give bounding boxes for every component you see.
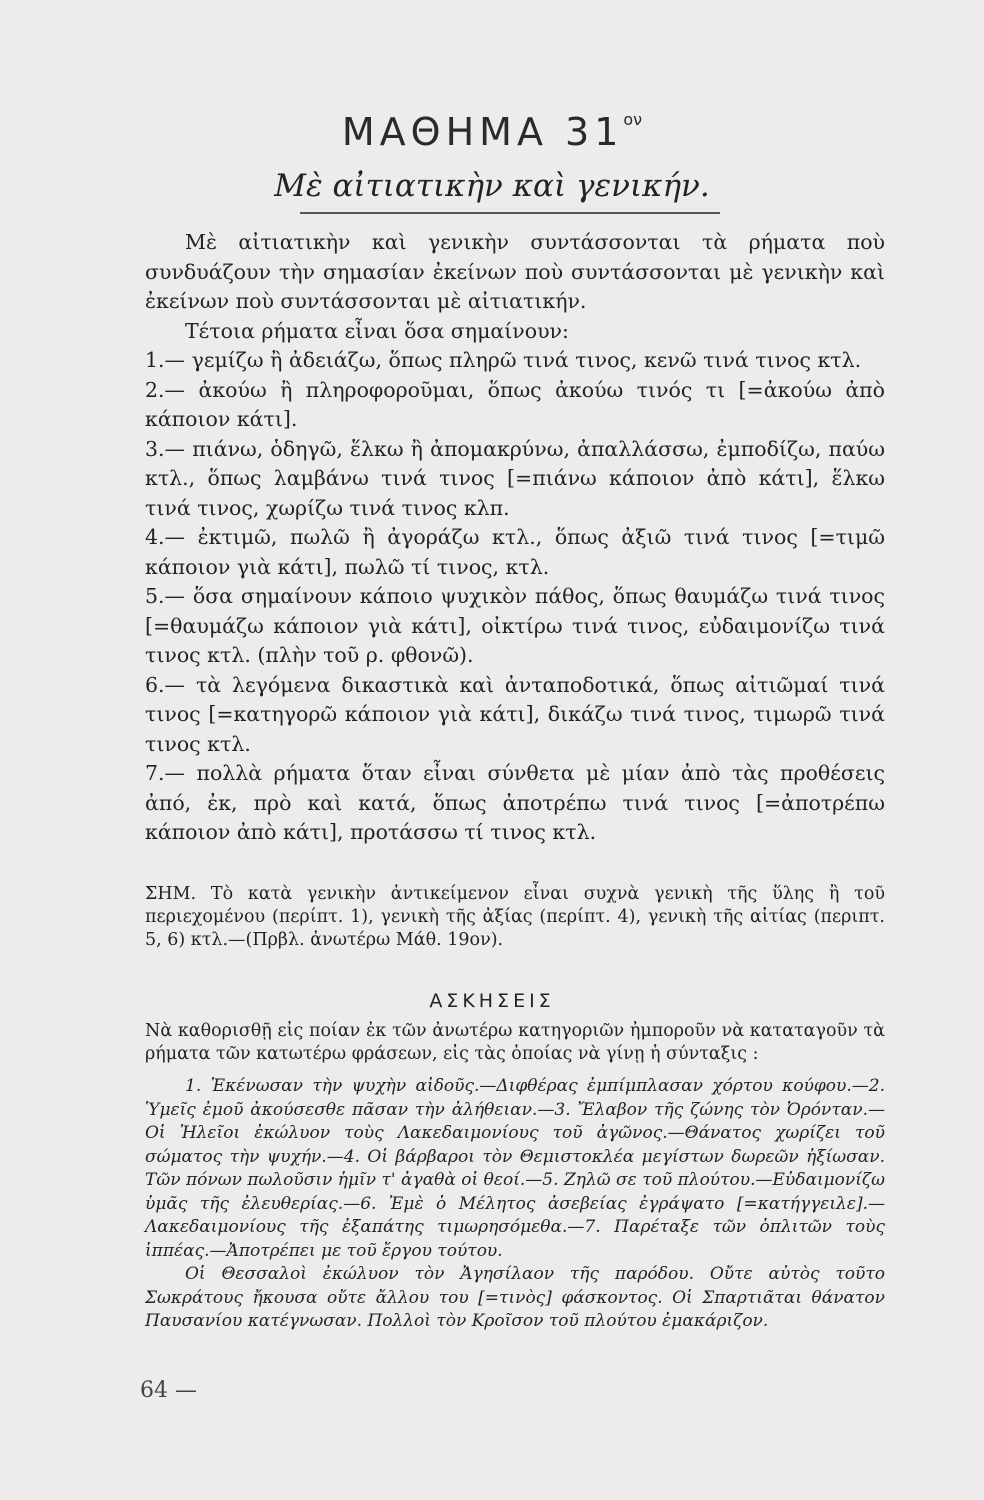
category-item-7: 7.— πολλὰ ρήματα ὅταν εἶναι σύνθετα μὲ μίαν ἀπὸ τὰς προθέσεις ἀπό, ἐκ, πρὸ καὶ κατά, ὅπως ἀποτρέπω τινά τινος [=ἀποτρέπω κάποιον ἀπὸ κάτι], προτάσσω τί τινος κτλ. bbox=[145, 761, 885, 844]
subtitle-underline bbox=[300, 212, 720, 214]
page-number: 64 — bbox=[140, 1378, 197, 1403]
category-item-4: 4.— ἐκτιμῶ, πωλῶ ἢ ἀγοράζω κτλ., ὅπως ἀξιῶ τινά τινος [=τιμῶ κάποιον γιὰ κάτι], πωλῶ τί τινος, κτλ. bbox=[145, 525, 885, 579]
lesson-title-superscript: ον bbox=[623, 110, 643, 129]
category-item-3: 3.— πιάνω, ὁδηγῶ, ἕλκω ἢ ἀπομακρύνω, ἀπαλλάσσω, ἐμποδίζω, παύω κτλ., ὅπως λαμβάνω τινά τινος [=πιάνω κάποιον ἀπὸ κάτι], ἕλκω τινά τινος, χωρίζω τινά τινος κλπ. bbox=[145, 436, 885, 520]
verb-category-list bbox=[145, 346, 885, 848]
intro-lead-in: Τέτοια ρήματα εἶναι ὅσα σημαίνουν: bbox=[185, 318, 569, 343]
exercise-paragraph-2: Οἱ Θεσσαλοὶ ἐκώλυον τὸν Ἀγησίλαον τῆς παρόδου. Οὔτε αὐτὸς τοῦτο Σωκράτους ἤκουσα οὔτε ἄλλου του [=τινὸς] φάσκοντος. Οἱ Σπαρτιᾶται θάνατον Παυσανίου κατέγνωσαν. Πολλοὶ τὸν Κροῖσον τοῦ πλούτου ἐμακάριζον. bbox=[145, 1264, 885, 1331]
exercise-paragraph-1: 1. Ἐκένωσαν τὴν ψυχὴν αἰδοῦς.—Διφθέρας ἐμπίμπλασαν χόρτου κούφου.—2. Ὑμεῖς ἐμοῦ ἀκούσεσθε πᾶσαν τὴν ἀλήθειαν.—3. Ἔλαβον τῆς ζώνης τὸν Ὀρόνταν.—Οἱ Ἠλεῖοι ἐκώλυον τοὺς Λακεδαιμονίους τοῦ ἀγῶνος.—Θάνατος χωρίζει τοῦ σώματος τὴν ψυχήν.—4. Οἱ βάρβαροι τὸν Θεμιστοκλέα μεγίστων δωρεῶν ἠξίωσαν. Τῶν πόνων πωλοῦσιν ἡμῖν τ' ἀγαθὰ οἱ θεοί.—5. Ζηλῶ σε τοῦ πλούτου.—Εὐδαιμονίζω ὑμᾶς τῆς ἐλευθερίας.—6. Ἐμὲ ὁ Μέλητος ἀσεβείας ἐγράψατο [=κατήγγειλε].—Λακεδαιμονίους τῆς ἐξαπάτης τιμωρησόμεθα.—7. Παρέταξε τῶν ὁπλιτῶν τοὺς ἱππέας.—Ἀποτρέπει με τοῦ ἔργου τούτου. bbox=[145, 1076, 885, 1261]
exercise-sentences bbox=[145, 1075, 885, 1334]
lesson-subtitle: Μὲ αἰτιατικὴν καὶ γενικήν. bbox=[274, 168, 710, 204]
lesson-title bbox=[0, 110, 984, 154]
category-item-6: 6.— τὰ λεγόμενα δικαστικὰ καὶ ἀνταποδοτικά, ὅπως αἰτιῶμαί τινά τινος [=κατηγορῶ κάποιον γιὰ κάτι], δικάζω τινά τινος, τιμωρῶ τινά τινος κτλ. bbox=[145, 672, 885, 756]
intro-paragraph: Μὲ αἰτιατικὴν καὶ γενικὴν συντάσσονται τὰ ρήματα ποὺ συνδυάζουν τὴν σημασίαν ἐκείνων ποὺ συντάσσονται μὲ γενικὴν καὶ ἐκείνων ποὺ συντάσσονται μὲ αἰτιατικήν. bbox=[145, 230, 885, 313]
grammar-note: ΣΗΜ. Τὸ κατὰ γενικὴν ἀντικείμενον εἶναι συχνὰ γενικὴ τῆς ὕλης ἢ τοῦ περιεχομένου (περίπτ. 1), γενικὴ τῆς ἀξίας (περίπτ. 4), γενικὴ τῆς αἰτίας (περιπτ. 5, 6) κτλ.—(Πρβλ. ἀνωτέρω Μάθ. 19ον). bbox=[145, 884, 885, 950]
main-text bbox=[145, 228, 885, 848]
lesson-title-text: ΜΑΘΗΜΑ 31 bbox=[341, 110, 624, 154]
exercises-heading: ΑΣΚΗΣΕΙΣ bbox=[429, 990, 555, 1012]
category-item-5: 5.— ὅσα σημαίνουν κάποιο ψυχικὸν πάθος, ὅπως θαυμάζω τινά τινος [=θαυμάζω κάποιον γιὰ κάτι], οἰκτίρω τινά τινος, εὐδαιμονίζω τινά τινος κτλ. (πλὴν τοῦ ρ. φθονῶ). bbox=[145, 584, 885, 667]
category-item-1: 1.— γεμίζω ἢ ἀδειάζω, ὅπως πληρῶ τινά τινος, κενῶ τινά τινος κτλ. bbox=[145, 348, 862, 372]
category-item-2: 2.— ἀκούω ἢ πληροφοροῦμαι, ὅπως ἀκούω τινός τι [=ἀκούω ἀπὸ κάποιον κάτι]. bbox=[145, 377, 885, 431]
exercise-instructions: Νὰ καθορισθῇ εἰς ποίαν ἐκ τῶν ἀνωτέρω κατηγοριῶν ἠμποροῦν νὰ καταταγοῦν τὰ ρήματα τῶν κατωτέρω φράσεων, εἰς τὰς ὁποίας νὰ γίνῃ ἡ σύνταξις : bbox=[145, 1021, 885, 1064]
